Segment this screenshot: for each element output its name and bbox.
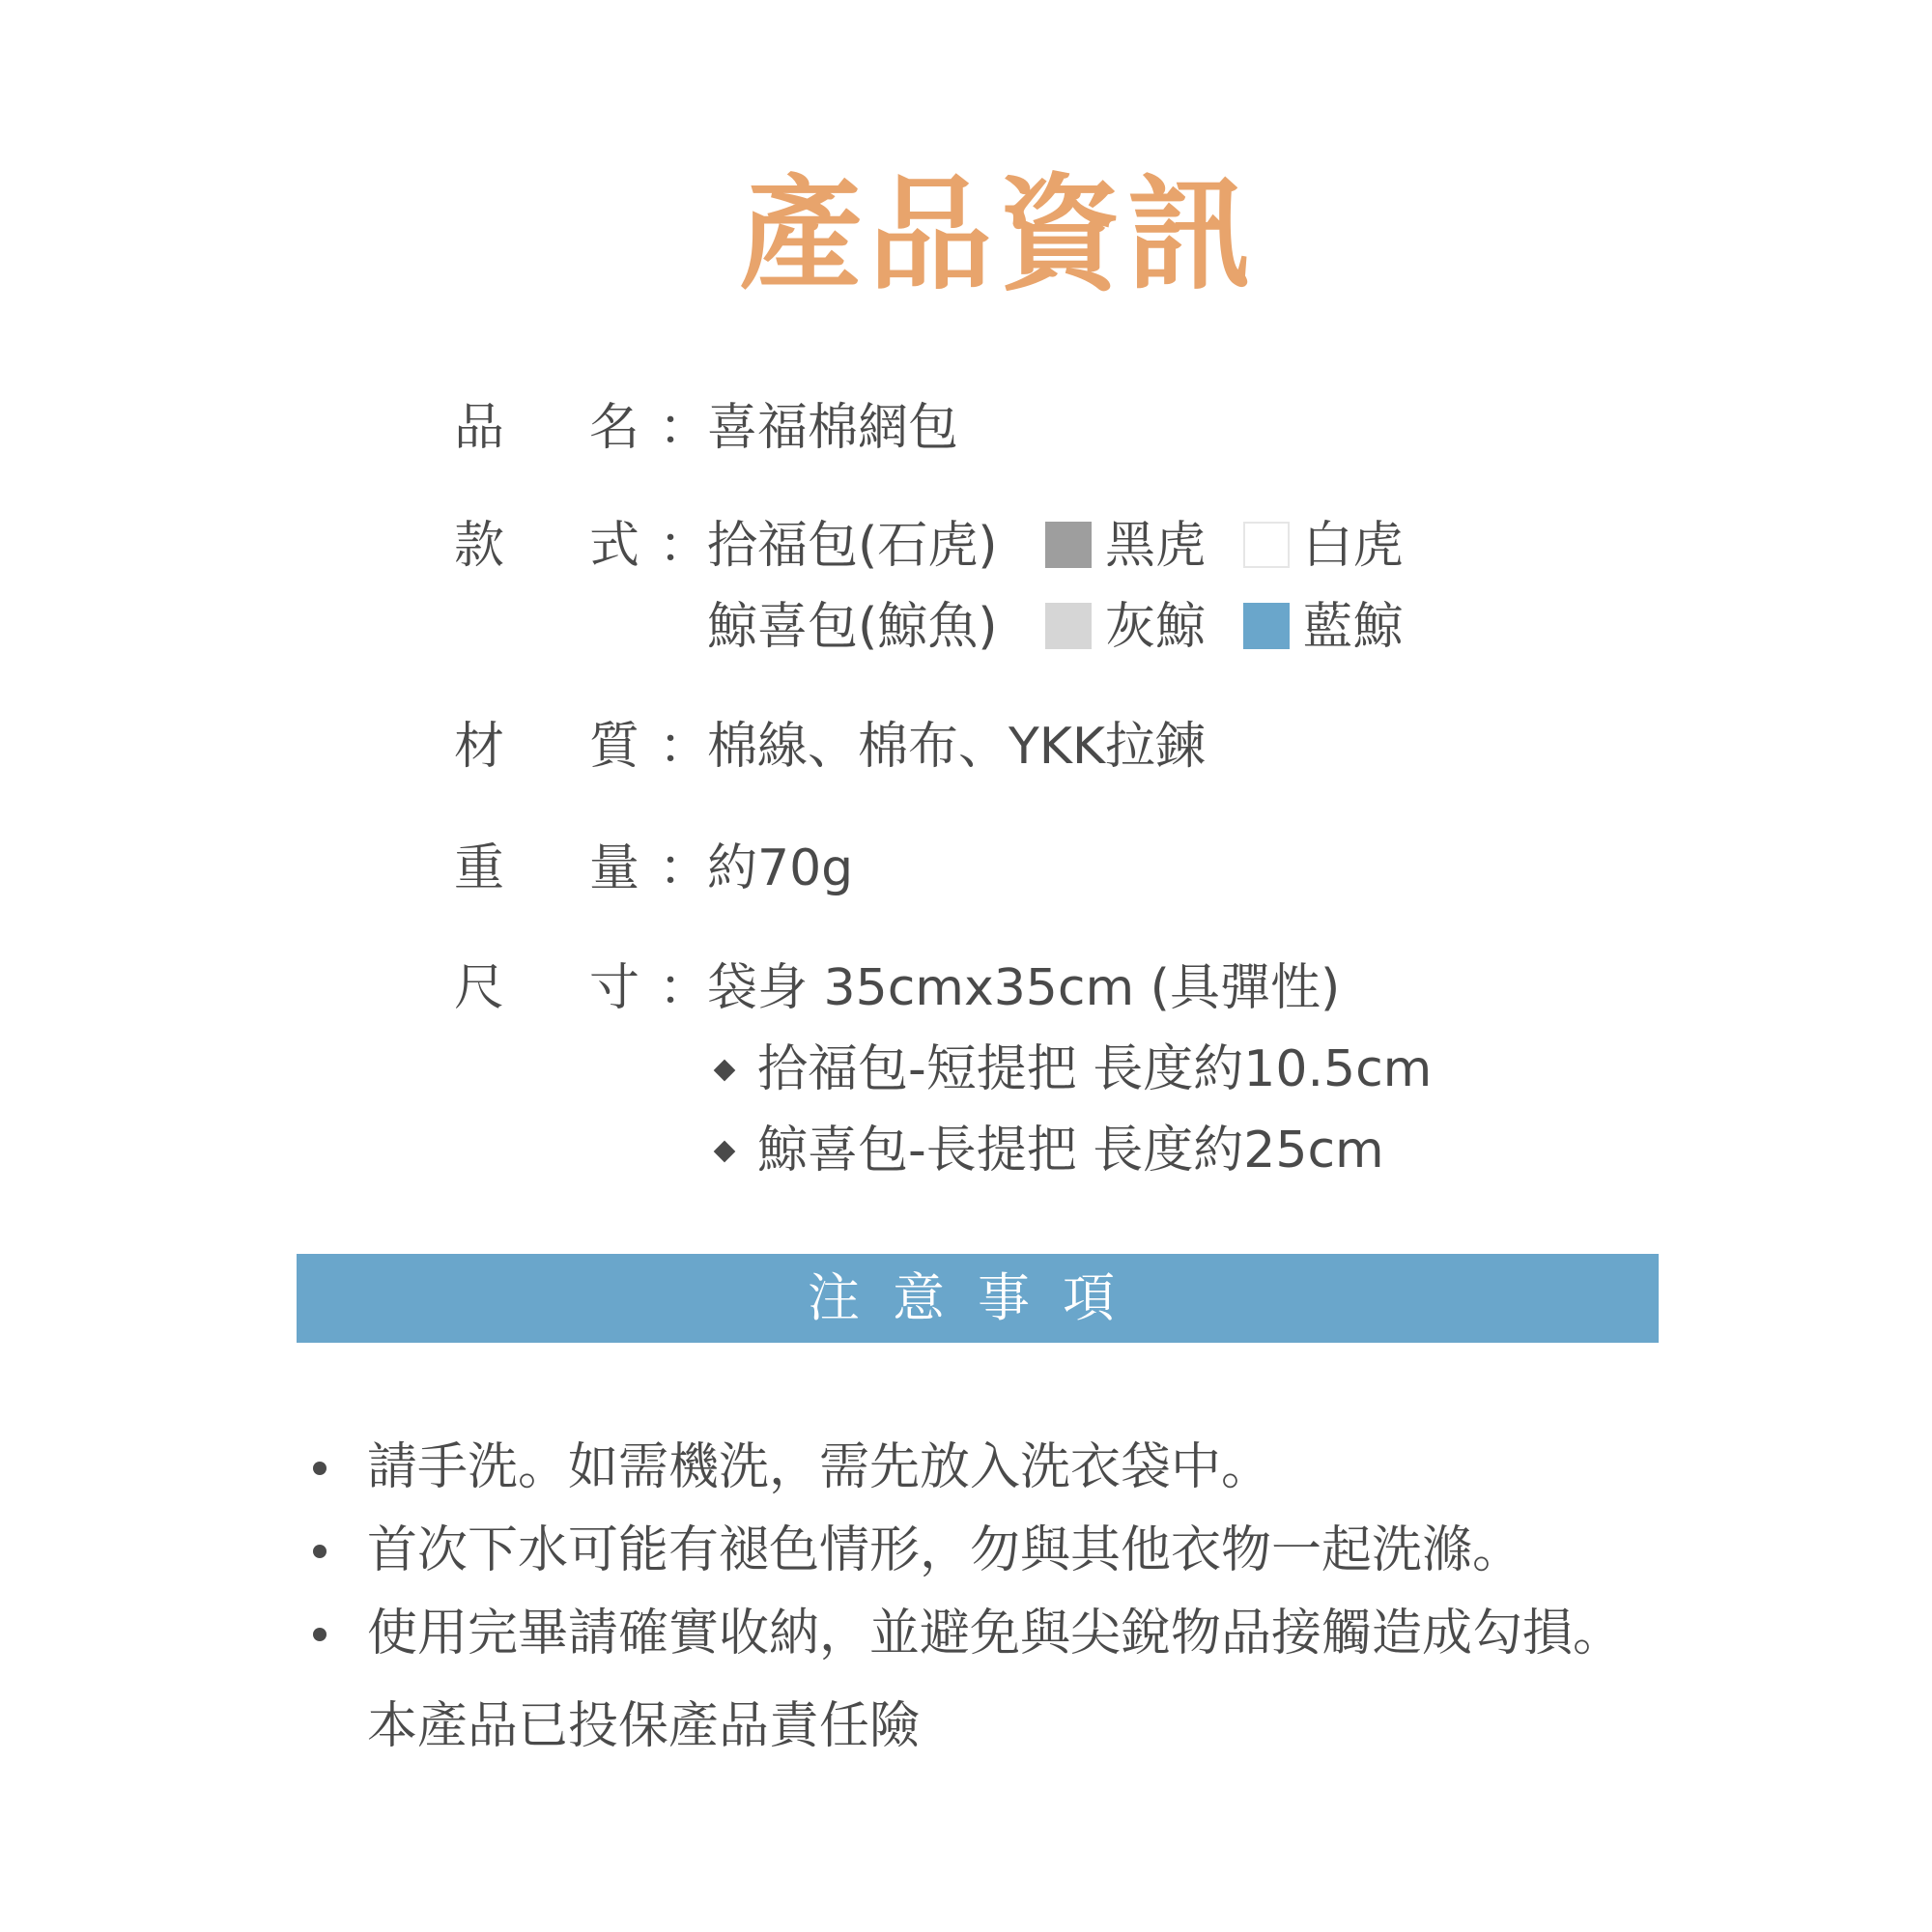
- notice-heading-banner: 注意事項: [297, 1254, 1659, 1343]
- spec-size-value: 袋身 35cmx35cm (具彈性): [707, 959, 1341, 1017]
- color-swatch-blue-whale: [1243, 603, 1290, 649]
- size-detail-text: 鯨喜包-長提把 長度約25cm: [757, 1122, 1384, 1179]
- notice-item: [307, 1592, 1623, 1675]
- spec-label-char: 材: [454, 718, 505, 776]
- variant-label-grey-whale: 灰鯨: [1105, 598, 1207, 656]
- color-swatch-white-tiger: [1243, 522, 1290, 568]
- spec-colon: ：: [659, 959, 710, 1017]
- notice-list: [307, 1426, 1623, 1675]
- variant-label-blue-whale: 藍鯨: [1302, 598, 1404, 656]
- variant-label-black-tiger: 黑虎: [1105, 517, 1207, 575]
- insurance-note: 本產品已投保產品責任險: [367, 1697, 921, 1755]
- size-detail-text: 拾福包-短提把 長度約10.5cm: [757, 1040, 1433, 1098]
- spec-label-char: 品: [454, 399, 505, 457]
- size-detail-item: [707, 1036, 1432, 1103]
- style-variants-1: [1045, 512, 1425, 580]
- spec-label-char: 式: [589, 517, 640, 575]
- notice-item: [307, 1509, 1623, 1592]
- diamond-bullet-icon: [714, 1060, 736, 1082]
- color-swatch-black-tiger: [1045, 522, 1092, 568]
- spec-label-char: 名: [589, 399, 640, 457]
- spec-colon: ：: [659, 517, 710, 575]
- color-swatch-grey-whale: [1045, 603, 1092, 649]
- style-product-2: 鯨喜包(鯨魚): [707, 598, 998, 656]
- spec-label-char: 量: [589, 839, 640, 897]
- page-title: 產品資訊: [738, 162, 1257, 307]
- notice-item: [307, 1426, 1623, 1509]
- spec-name-value: 喜福棉網包: [707, 399, 959, 457]
- spec-label-char: 款: [454, 517, 505, 575]
- spec-label-char: 重: [454, 839, 505, 897]
- spec-label-char: 質: [589, 718, 640, 776]
- spec-colon: ：: [659, 399, 710, 457]
- variant-label-white-tiger: 白虎: [1302, 517, 1404, 575]
- style-variants-2: [1045, 593, 1425, 661]
- spec-label-char: 尺: [454, 959, 505, 1017]
- size-detail-item: [707, 1117, 1384, 1184]
- spec-material-value: 棉線、棉布、YKK拉鍊: [707, 718, 1206, 776]
- spec-colon: ：: [659, 718, 710, 776]
- notice-item-text: 首次下水可能有褪色情形，勿與其他衣物一起洗滌。: [367, 1521, 1523, 1579]
- bullet-dot-icon: [313, 1462, 327, 1475]
- spec-weight-value: 約70g: [707, 839, 854, 897]
- notice-item-text: 使用完畢請確實收納，並避免與尖銳物品接觸造成勾損。: [367, 1605, 1624, 1662]
- spec-colon: ：: [659, 839, 710, 897]
- bullet-dot-icon: [313, 1628, 327, 1641]
- notice-item-text: 請手洗。如需機洗，需先放入洗衣袋中。: [367, 1438, 1272, 1496]
- spec-label-char: 寸: [589, 959, 640, 1017]
- style-product-1: 拾福包(石虎): [707, 517, 998, 575]
- bullet-dot-icon: [313, 1545, 327, 1558]
- diamond-bullet-icon: [714, 1141, 736, 1163]
